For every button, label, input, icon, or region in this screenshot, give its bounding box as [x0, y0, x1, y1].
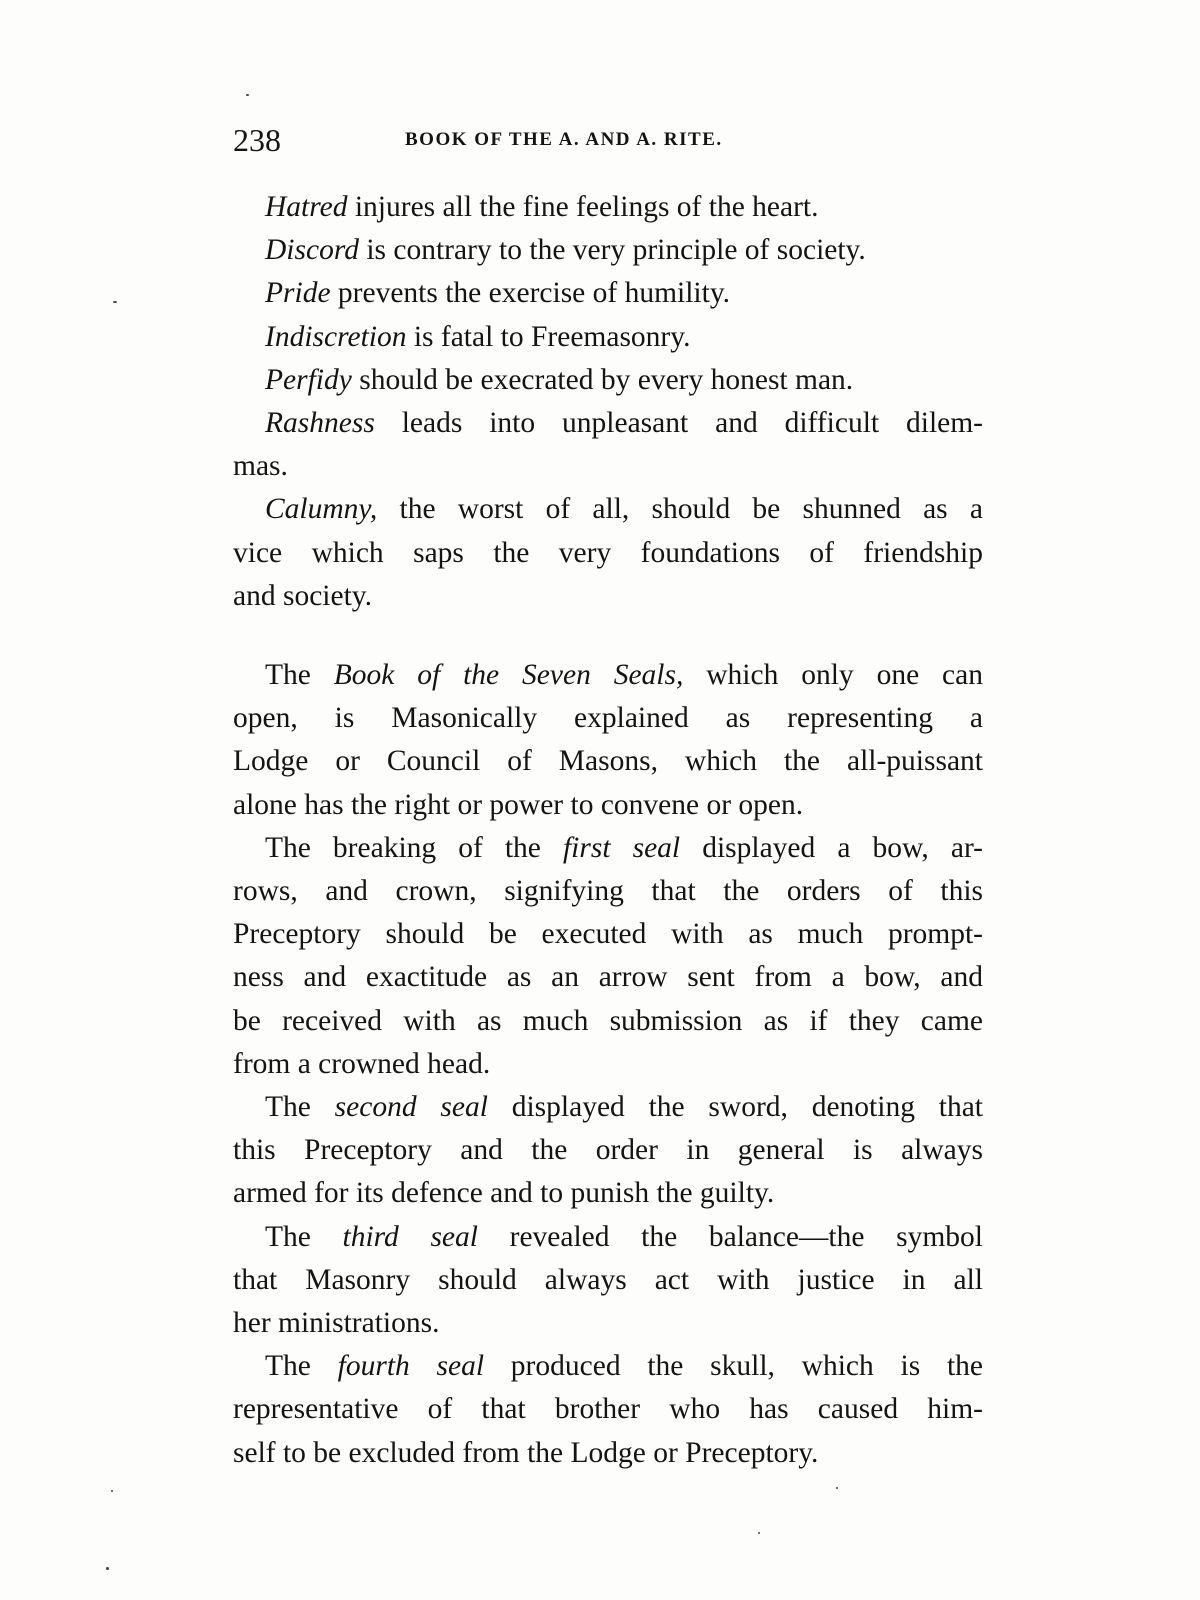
scan-speck: [758, 1532, 760, 1534]
text-line: [233, 1086, 983, 1129]
vice-term: Perfidy: [265, 363, 352, 396]
paragraph-first-seal: [233, 827, 983, 1086]
vice-line-indiscretion: [233, 316, 983, 359]
text-fragment: The: [265, 1350, 338, 1383]
text-line: [233, 488, 983, 531]
vice-description: prevents the exercise of humility.: [330, 277, 731, 310]
emphasis: Book of the Seven Seals,: [333, 659, 684, 691]
text-line: her ministrations.: [233, 1307, 440, 1340]
paragraph-third-seal: [233, 1216, 983, 1346]
text-line: self to be excluded from the Lodge or Preceptory.: [233, 1436, 819, 1469]
text-fragment: The: [265, 1091, 335, 1124]
page-number: 238: [233, 122, 281, 158]
text-line: Lodge or Council of Masons, which the all-puissant: [233, 745, 983, 778]
text-fragment: displayed the sword, denoting that: [487, 1091, 983, 1124]
emphasis: first seal: [562, 831, 681, 864]
scan-speck: [111, 1490, 113, 1492]
text-line: alone has the right or power to convene or open.: [233, 788, 804, 821]
vice-description: should be execrated by every honest man.: [351, 363, 854, 396]
vice-term: Hatred: [265, 191, 348, 223]
paragraph-fourth-seal: [233, 1345, 983, 1475]
text-line: and society.: [233, 579, 372, 612]
text-fragment: which only one can: [683, 659, 983, 691]
text-line: mas.: [233, 450, 288, 483]
vice-term: Indiscretion: [265, 320, 407, 353]
text-line: this Preceptory and the order in general is always: [233, 1134, 983, 1167]
running-head-title: BOOK OF THE A. AND A. RITE.: [405, 129, 723, 150]
text-fragment: produced the skull, which is the: [484, 1350, 983, 1383]
vice-description: injures all the fine feelings of the heart.: [347, 191, 819, 223]
running-head: [233, 120, 993, 160]
vice-line-discord: [233, 229, 983, 272]
text-line: be received with as much submission as if they came: [233, 1004, 983, 1037]
text-line: ness and exactitude as an arrow sent from a bow, and: [233, 961, 983, 994]
text-line: [233, 1216, 983, 1259]
text-line: vice which saps the very foundations of friendship: [233, 536, 983, 569]
text-fragment: The breaking of the: [265, 831, 563, 864]
text-line: [233, 402, 983, 445]
text-line: armed for its defence and to punish the guilty.: [233, 1177, 775, 1210]
vice-line-perfidy: [233, 359, 983, 402]
emphasis: fourth seal: [337, 1350, 485, 1383]
text-fragment: leads into unpleasant and difficult dilem-: [374, 407, 983, 440]
scan-speck: [836, 1487, 838, 1489]
text-fragment: the worst of all, should be shunned as a: [377, 493, 983, 526]
emphasis: second seal: [334, 1091, 488, 1124]
vice-term: Calumny,: [265, 493, 378, 526]
vice-line-hatred: [233, 186, 983, 229]
vices-section: [233, 186, 983, 618]
text-line: rows, and crown, signifying that the orders of this: [233, 875, 983, 908]
vice-term: Pride: [265, 277, 331, 310]
text-line: [233, 827, 983, 870]
text-line: representative of that brother who has caused him-: [233, 1393, 983, 1426]
paragraph-second-seal: [233, 1086, 983, 1216]
vice-description: is fatal to Freemasonry.: [406, 320, 691, 353]
text-line: [233, 654, 983, 697]
text-line: that Masonry should always act with justice in all: [233, 1263, 983, 1296]
vice-term: Rashness: [265, 407, 375, 440]
vice-line-pride: [233, 272, 983, 315]
text-fragment: The: [265, 659, 334, 691]
text-line: [233, 1345, 983, 1388]
emphasis: third seal: [342, 1220, 478, 1253]
scan-speck: [113, 301, 117, 303]
seals-section: [233, 654, 983, 1475]
text-line: open, is Masonically explained as representing a: [233, 702, 983, 735]
paragraph-calumny: [233, 488, 983, 618]
text-line: from a crowned head.: [233, 1047, 491, 1080]
text-fragment: displayed a bow, ar-: [680, 831, 983, 864]
scan-speck: [106, 1567, 109, 1570]
vice-term: Discord: [265, 234, 359, 267]
paragraph-rashness: [233, 402, 983, 488]
text-line: Preceptory should be executed with as much prompt-: [233, 918, 983, 951]
vice-description: is contrary to the very principle of society.: [358, 234, 866, 267]
text-fragment: The: [265, 1220, 343, 1253]
text-fragment: revealed the balance—the symbol: [477, 1220, 983, 1253]
scan-speck: [246, 94, 249, 96]
paragraph-seven-seals: [233, 654, 983, 827]
